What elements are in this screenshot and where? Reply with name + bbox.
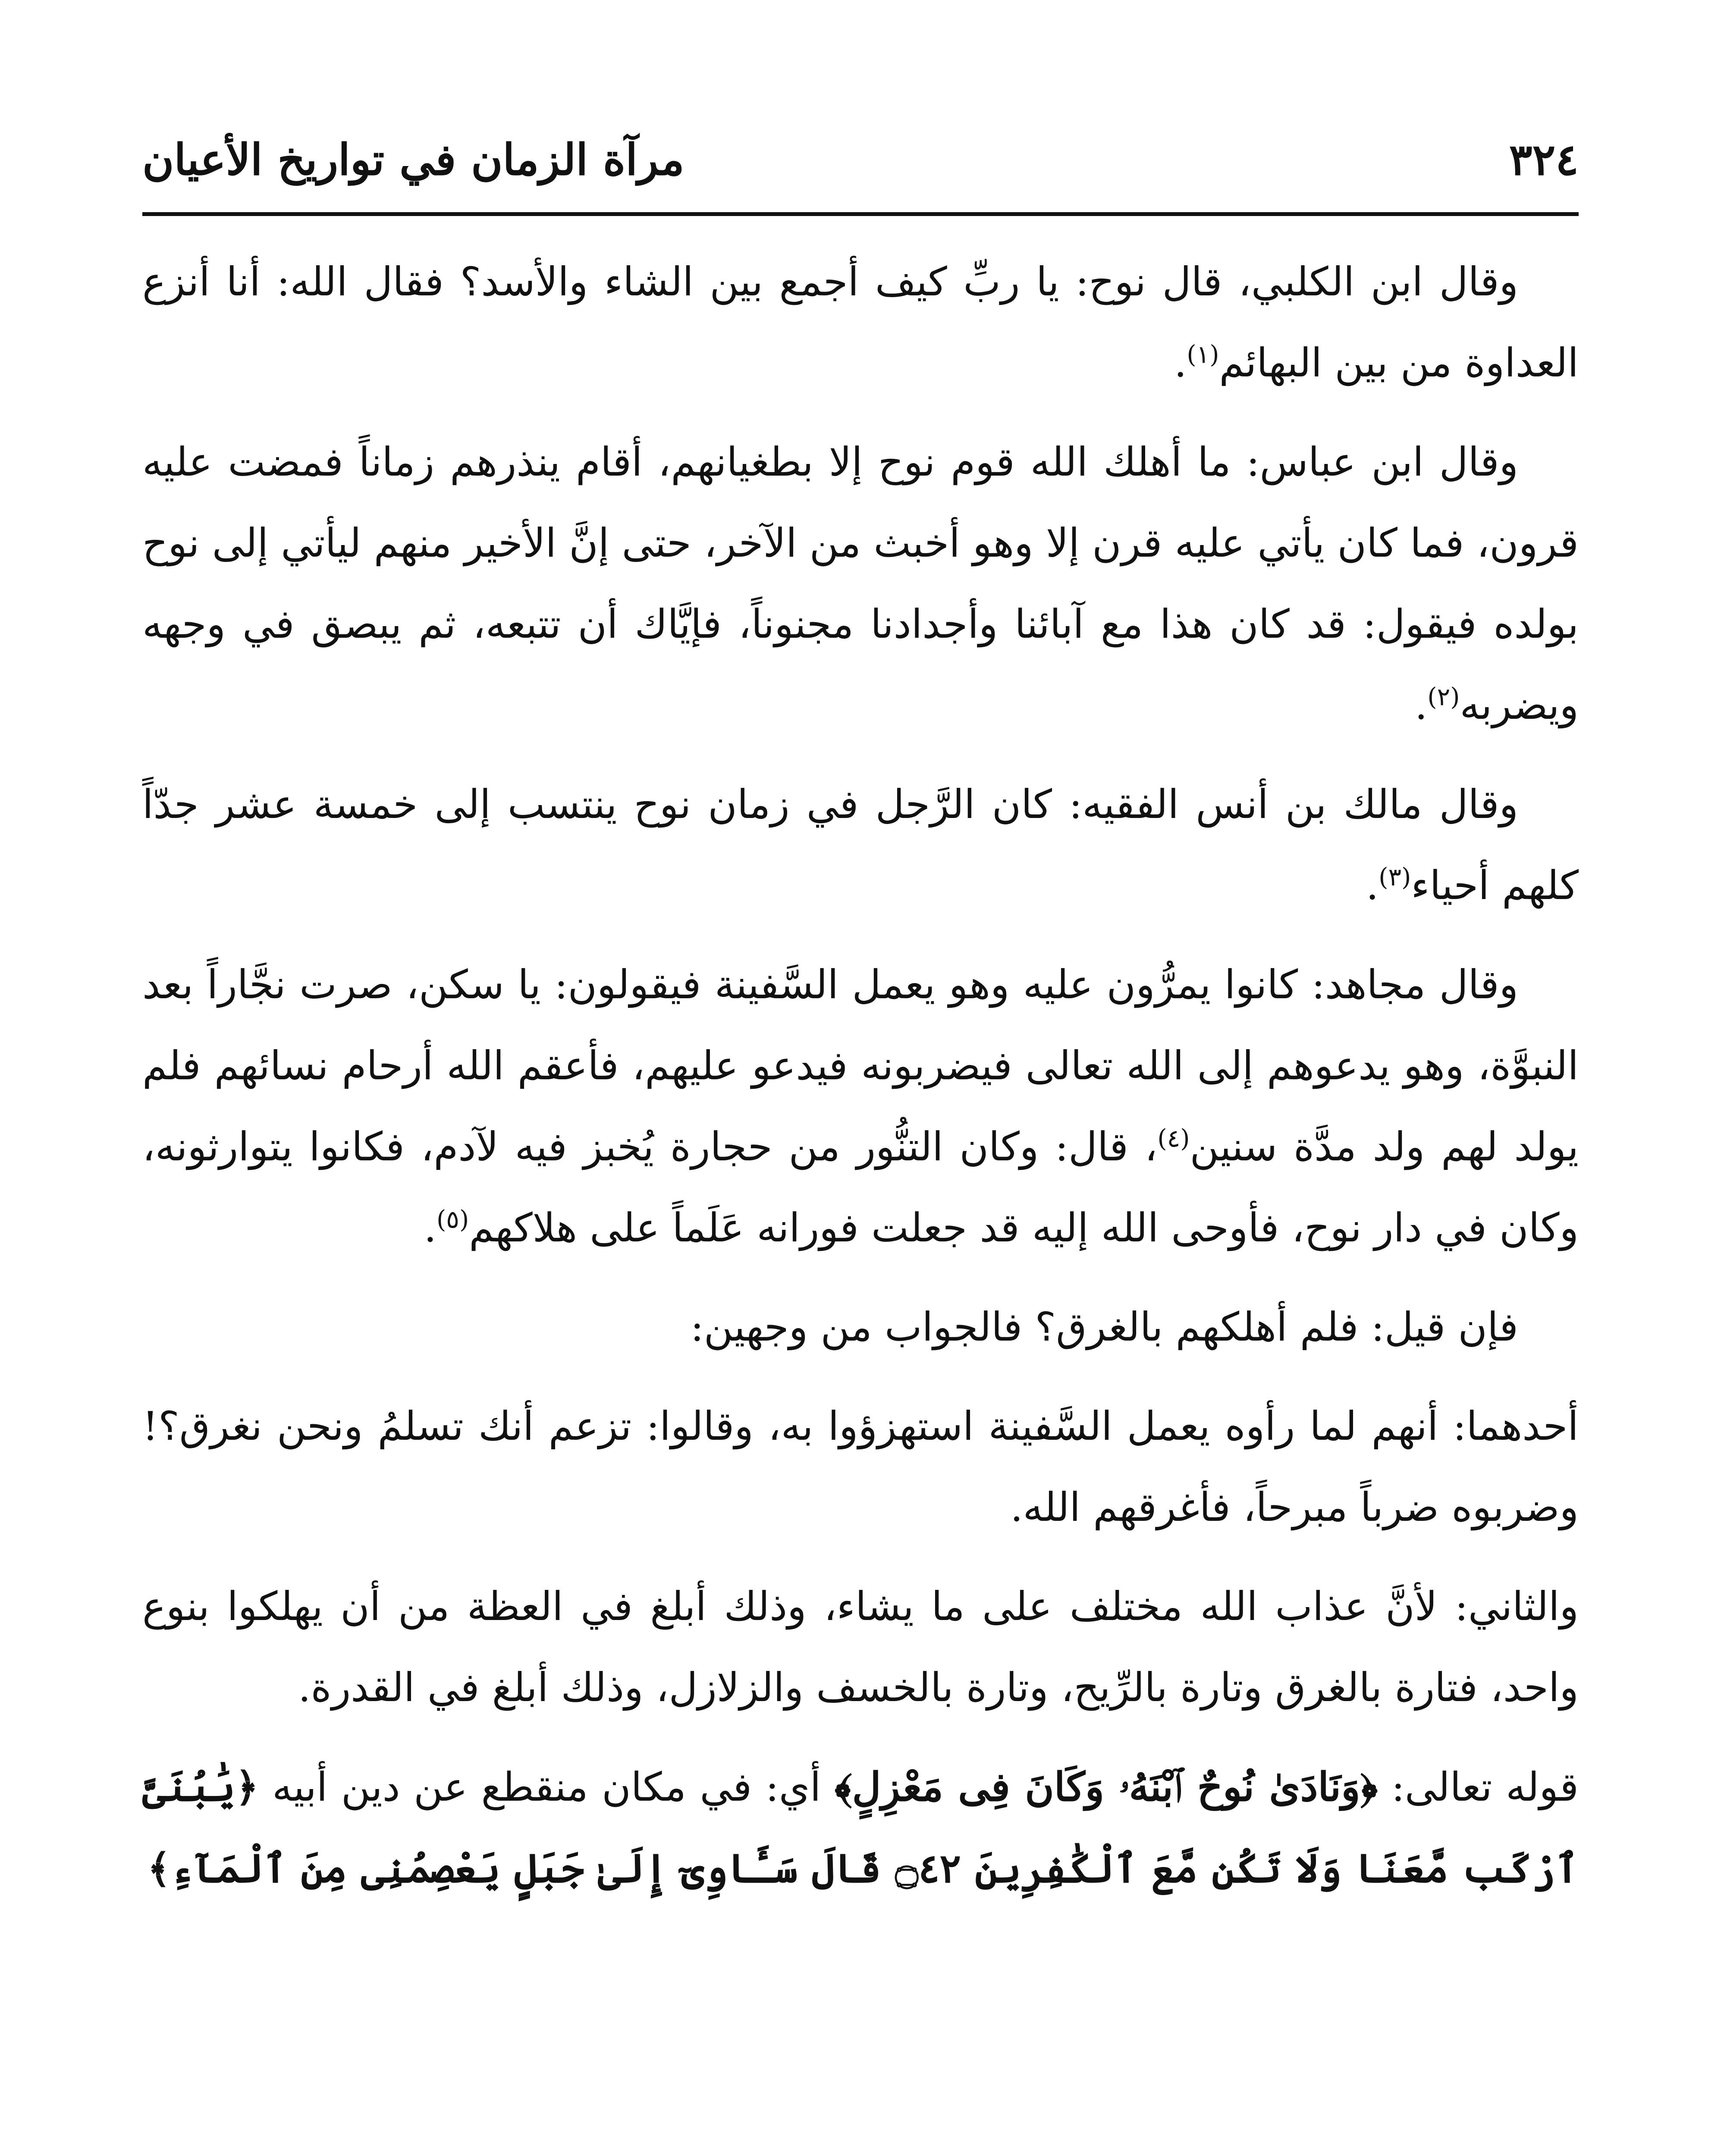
paragraph-verse: قوله تعالى: ﴿وَنَادَىٰ نُوحٌ ٱبْنَهُۥ وَكَانَ فِى مَعْزِلٍ﴾ أي: في مكان منقطع عن دين أبيه ﴿يَٰبُنَىَّ ٱرْكَب مَّعَنَا وَلَا تَكُن مَّعَ ٱلْكَٰفِرِينَ ۝٤٢ قَالَ سَـَٔاوِىٓ إِلَىٰ جَبَلٍ يَعْصِمُنِى مِنَ ٱلْمَآءِ﴾ <box>142 1764 1579 1892</box>
footnote-ref: (٣) <box>1379 863 1411 892</box>
paragraph-first-answer: أحدهما: أنهم لما رأوه يعمل السَّفينة استهزؤوا به، وقالوا: تزعم أنك تسلمُ ونحن نغرق؟! وضربوه ضرباً مبرحاً، فأغرقهم الله. <box>142 1403 1579 1530</box>
footnote-ref: (١) <box>1187 340 1219 369</box>
paragraph-ibn-abbas: وقال ابن عباس: ما أهلك الله قوم نوح إلا بطغيانهم، أقام ينذرهم زماناً فمضت عليه قرون، فما كان يأتي عليه قرن إلا وهو أخبث من الآخر، حتى إنَّ الأخير منهم ليأتي إلى نوح بولده فيقول: قد كان هذا مع آبائنا وأجدادنا مجنوناً، فإيَّاك أن تتبعه، ثم يبصق في وجهه ويضربه$^{(٢)}$. <box>142 439 1579 728</box>
page-body <box>142 241 1579 1909</box>
header-rule <box>142 212 1579 216</box>
paragraph-question: فإن قيل: فلم أهلكهم بالغرق؟ فالجواب من وجهين: <box>690 1304 1518 1350</box>
page-header <box>142 129 1579 203</box>
running-title: مرآة الزمان في تواريخ الأعيان <box>142 134 685 185</box>
page-number: ٣٢٤ <box>1509 134 1579 185</box>
paragraph-ibn-kalbi: وقال ابن الكلبي، قال نوح: يا ربِّ كيف أجمع بين الشاء والأسد؟ فقال الله: أنا أنزع العداوة من بين البهائم$^{(١)}$. <box>142 259 1579 386</box>
paragraph-malik: وقال مالك بن أنس الفقيه: كان الرَّجل في زمان نوح ينتسب إلى خمسة عشر جدّاً كلهم أحياء$^{(٣)}$. <box>142 781 1579 909</box>
footnote-ref: (٥) <box>436 1205 469 1234</box>
paragraph-mujahid: وقال مجاهد: كانوا يمرُّون عليه وهو يعمل السَّفينة فيقولون: يا سكن، صرت نجَّاراً بعد النبوَّة، وهو يدعوهم إلى الله تعالى فيضربونه فيدعو عليهم، فأعقم الله أرحام نسائهم فلم يولد لهم ولد مدَّة سنين$^{(٤)}$، قال: وكان التنُّور من حجارة يُخبز فيه لآدم، فكانوا يتوارثونه، وكان في دار نوح، فأوحى الله إليه قد جعلت فورانه عَلَماً على هلاكهم$^{(٥)}$. <box>142 962 1579 1251</box>
quran-verse: ﴿يَٰبُنَىَّ ٱرْكَب مَّعَنَا وَلَا تَكُن مَّعَ ٱلْكَٰفِرِينَ ۝٤٢ قَالَ سَـَٔاوِىٓ إِلَىٰ جَبَلٍ يَعْصِمُنِى مِنَ ٱلْمَآءِ﴾ <box>142 1764 1579 1892</box>
paragraph-second-answer: والثاني: لأنَّ عذاب الله مختلف على ما يشاء، وذلك أبلغ في العظة من أن يهلكوا بنوع واحد، فتارة بالغرق وتارة بالرِّيح، وتارة بالخسف والزلازل، وذلك أبلغ في القدرة. <box>142 1583 1579 1711</box>
quran-verse: ﴿وَنَادَىٰ نُوحٌ ٱبْنَهُۥ وَكَانَ فِى مَعْزِلٍ﴾ <box>834 1764 1378 1810</box>
footnote-ref: (٢) <box>1427 683 1460 711</box>
footnote-ref: (٤) <box>1157 1124 1190 1153</box>
